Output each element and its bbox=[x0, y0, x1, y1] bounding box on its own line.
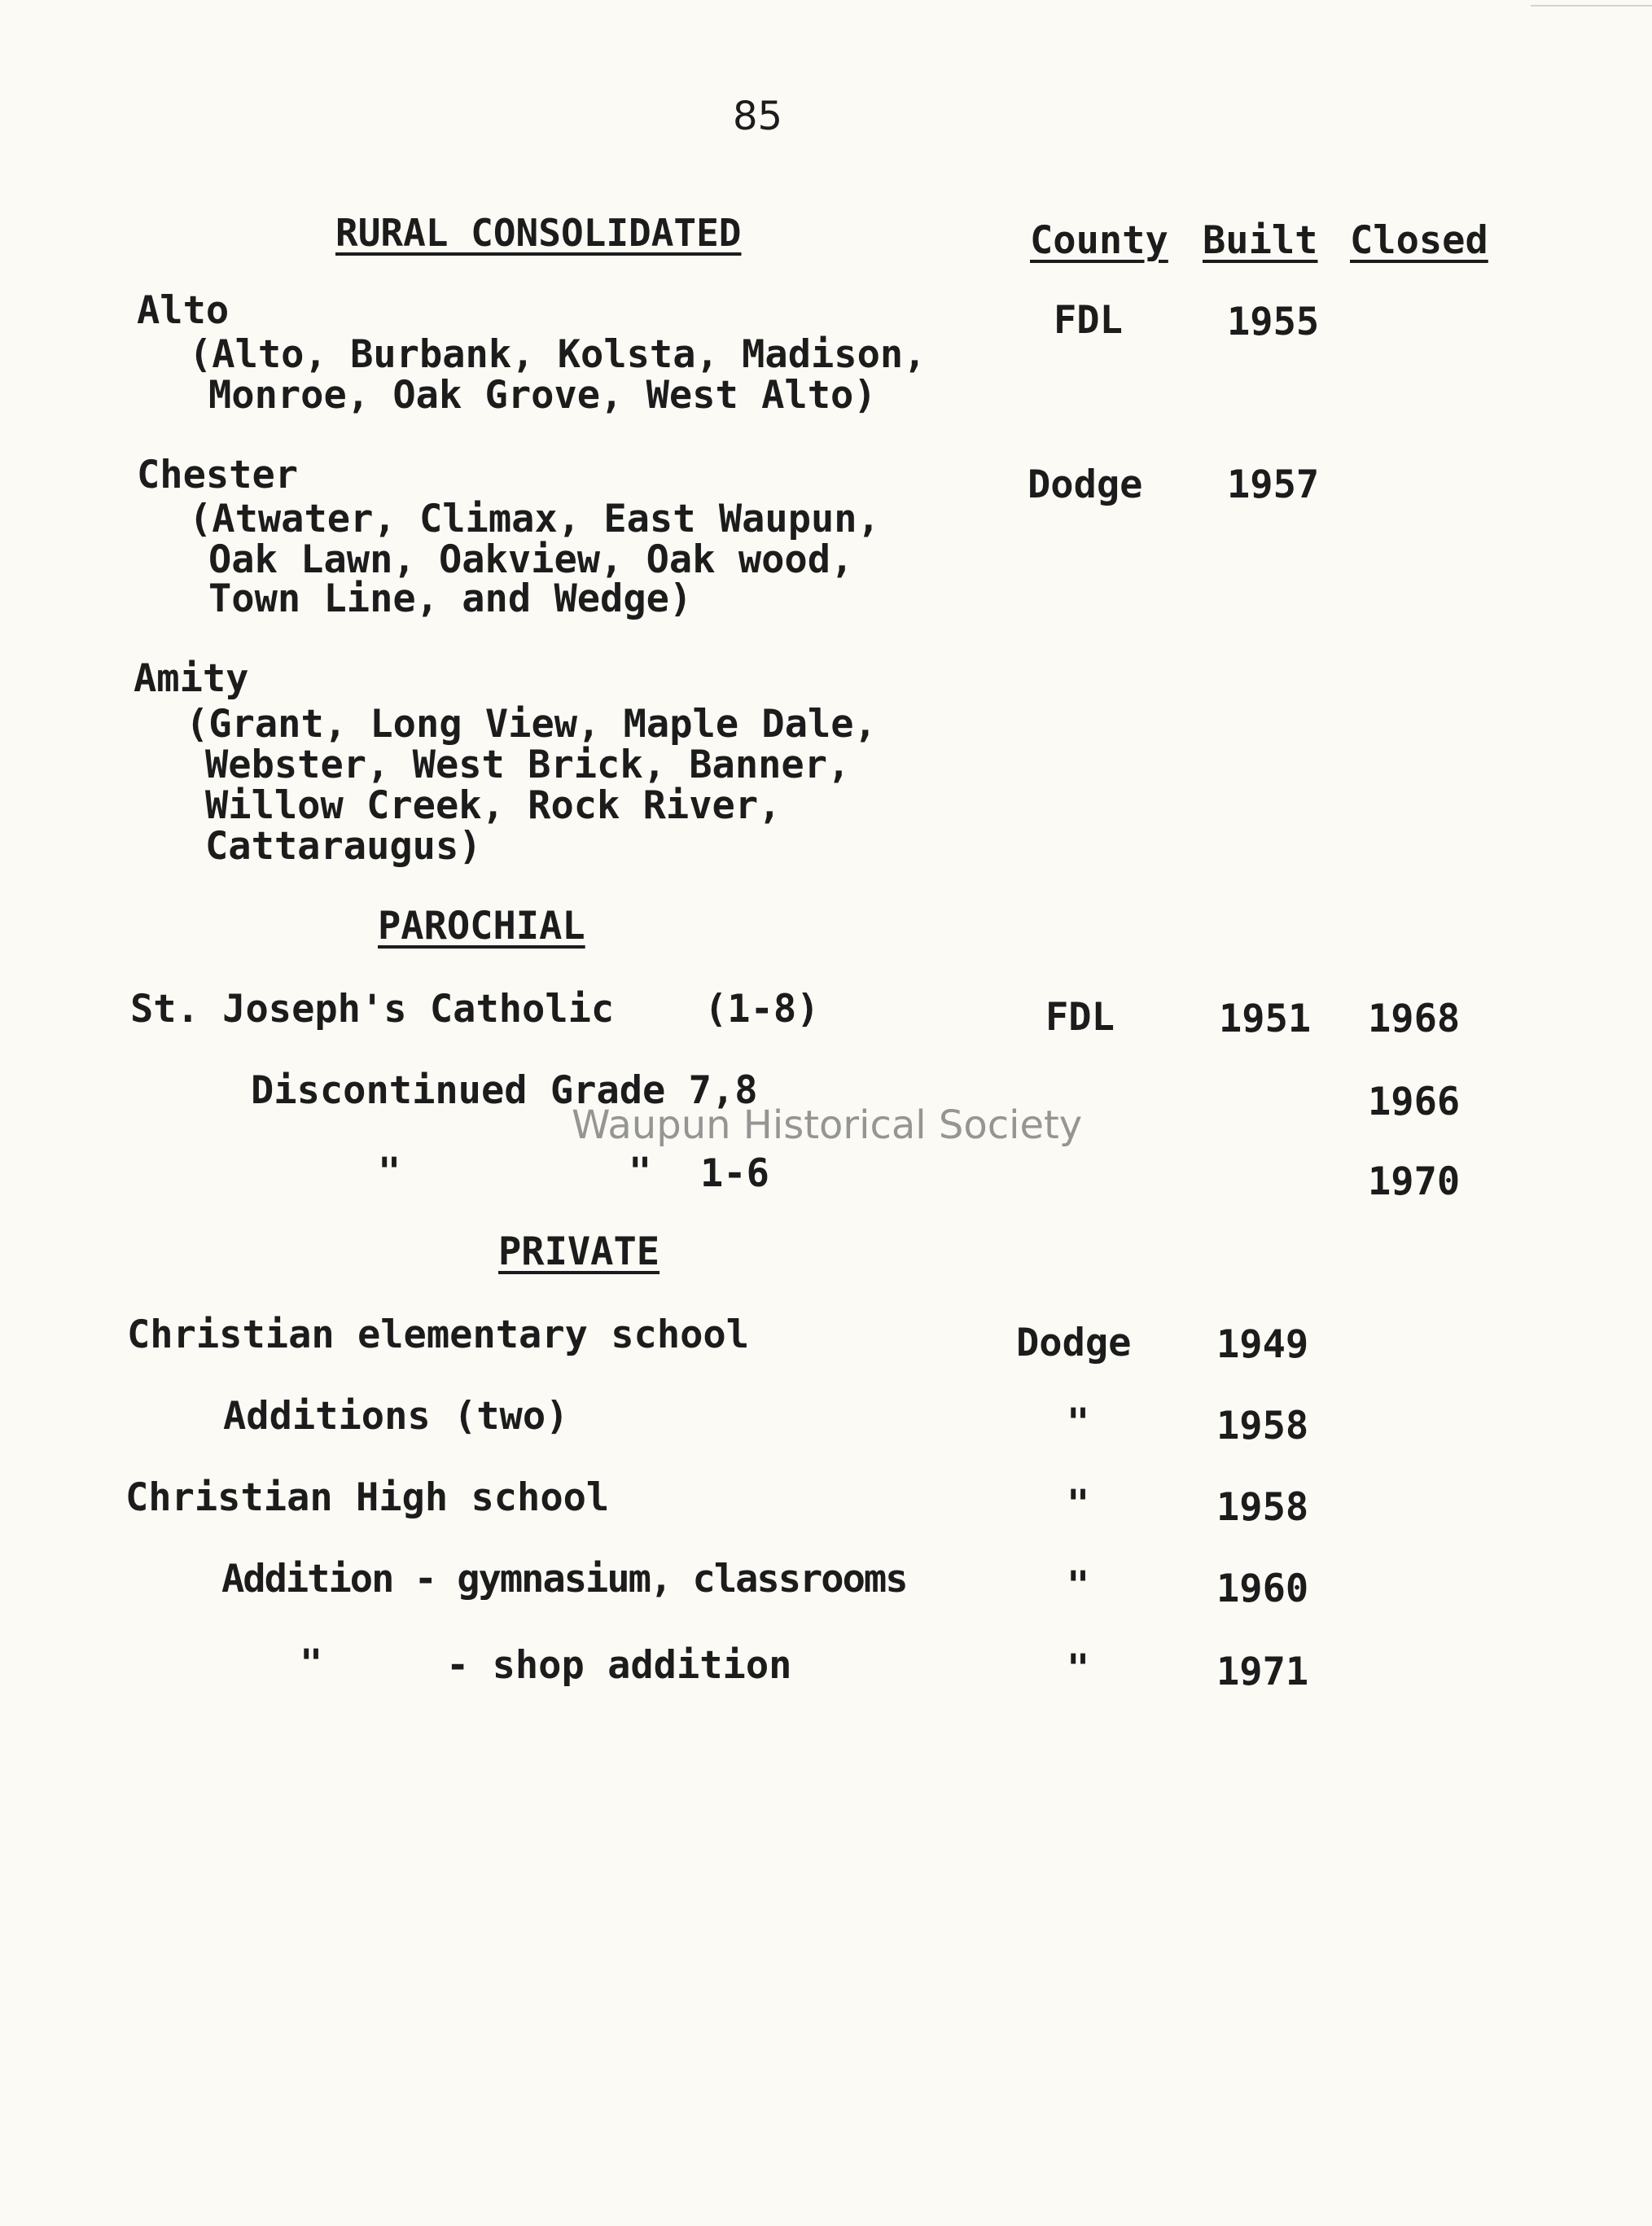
discontinued-note: Discontinued Grade 7,8 bbox=[251, 1068, 758, 1113]
school-list-line: Webster, West Brick, Banner, bbox=[205, 743, 851, 787]
ditto-mark: " bbox=[378, 1150, 401, 1194]
built-value: 1960 bbox=[1216, 1567, 1309, 1611]
school-list-line: Cattaraugus) bbox=[205, 824, 482, 869]
school-list-line: Town Line, and Wedge) bbox=[208, 576, 693, 621]
built-value: 1958 bbox=[1216, 1485, 1309, 1530]
ditto-mark: " bbox=[300, 1641, 323, 1686]
grades-value: (1-8) bbox=[704, 987, 820, 1032]
county-ditto: " bbox=[1067, 1482, 1090, 1527]
school-list-line: Oak Lawn, Oakview, Oak wood, bbox=[208, 537, 854, 582]
addition-line: Addition - gymnasium, classrooms bbox=[221, 1557, 907, 1602]
county-ditto: " bbox=[1067, 1563, 1090, 1608]
school-list-line: (Atwater, Climax, East Waupun, bbox=[189, 497, 880, 541]
scan-edge-line bbox=[1531, 5, 1652, 7]
built-value: 1955 bbox=[1227, 300, 1320, 344]
school-list-line: (Grant, Long View, Maple Dale, bbox=[186, 702, 877, 747]
school-name-alto: Alto bbox=[137, 288, 230, 333]
heading-rural-consolidated: RURAL CONSOLIDATED bbox=[335, 211, 742, 255]
county-value: Dodge bbox=[1016, 1321, 1132, 1365]
page-number: 85 bbox=[733, 94, 783, 139]
closed-value: 1968 bbox=[1368, 997, 1461, 1041]
school-list-line: (Alto, Burbank, Kolsta, Madison, bbox=[189, 332, 927, 377]
addition-line: - shop addition bbox=[446, 1643, 792, 1688]
heading-built: Built bbox=[1203, 218, 1318, 263]
ditto-mark: " bbox=[629, 1150, 652, 1194]
school-list-line: Monroe, Oak Grove, West Alto) bbox=[208, 373, 877, 418]
county-ditto: " bbox=[1067, 1646, 1090, 1691]
heading-parochial: PAROCHIAL bbox=[378, 904, 585, 949]
built-value: 1951 bbox=[1219, 997, 1312, 1041]
school-name-christian-elementary: Christian elementary school bbox=[127, 1312, 750, 1357]
closed-value: 1966 bbox=[1368, 1080, 1461, 1124]
county-ditto: " bbox=[1067, 1400, 1090, 1445]
school-list-line: Willow Creek, Rock River, bbox=[205, 783, 782, 828]
closed-value: 1970 bbox=[1368, 1159, 1461, 1204]
addition-line: Additions (two) bbox=[223, 1394, 569, 1439]
watermark: Waupun Historical Society bbox=[572, 1102, 1083, 1148]
school-name-amity: Amity bbox=[134, 656, 249, 701]
school-name-chester: Chester bbox=[137, 453, 299, 497]
school-name-christian-high: Christian High school bbox=[125, 1475, 610, 1520]
grades-value: 1-6 bbox=[700, 1151, 769, 1196]
county-value: FDL bbox=[1054, 298, 1123, 343]
heading-closed: Closed bbox=[1350, 218, 1488, 263]
built-value: 1949 bbox=[1216, 1322, 1309, 1367]
built-value: 1971 bbox=[1216, 1650, 1309, 1694]
built-value: 1957 bbox=[1227, 462, 1320, 507]
county-value: FDL bbox=[1045, 995, 1115, 1040]
built-value: 1958 bbox=[1216, 1404, 1309, 1448]
heading-county: County bbox=[1030, 218, 1168, 263]
heading-private: PRIVATE bbox=[498, 1229, 660, 1274]
school-name-st-josephs: St. Joseph's Catholic bbox=[130, 987, 615, 1032]
county-value: Dodge bbox=[1028, 462, 1143, 507]
